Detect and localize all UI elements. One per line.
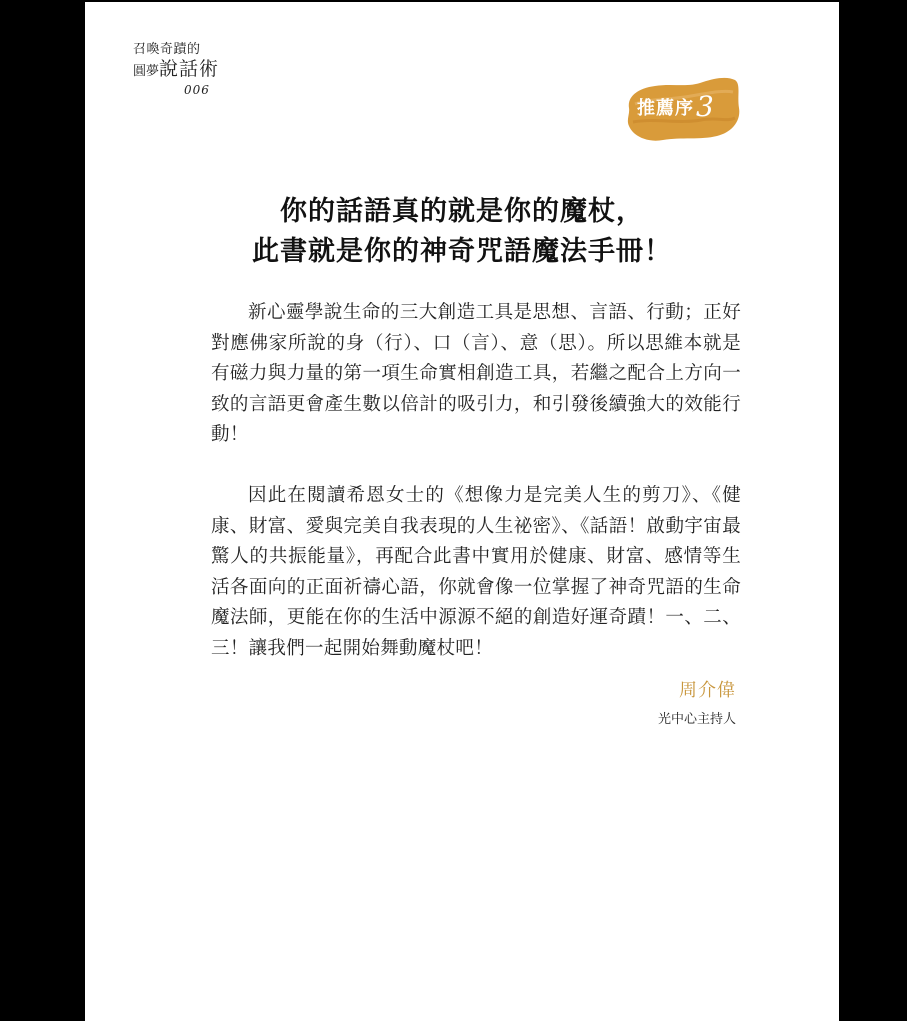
badge-number: 3 xyxy=(696,90,715,123)
badge-label xyxy=(637,90,715,123)
signature xyxy=(658,677,736,731)
headline-line-2: 此書就是你的神奇咒語魔法手冊！ xyxy=(252,236,672,267)
header-title-small: 圓夢 xyxy=(133,64,160,79)
running-header xyxy=(133,42,219,97)
paragraph-2: 因此在閱讀希恩女士的《想像力是完美人生的剪刀》、《健康、財富、愛與完美自我表現的人生祕密》、《話語！啟動宇宙最驚人的共振能量》，再配合此書中實用於健康、財富、感情等生活各面向的正面祈禱心語，你就會像一位掌握了神奇咒語的生命魔法師，更能在你的生活中源源不絕的創造好運奇蹟！一、二、三！讓我們一起開始舞動魔杖吧！ xyxy=(211,484,741,659)
page-number: 006 xyxy=(184,83,210,97)
paragraph-1: 新心靈學說生命的三大創造工具是思想、言語、行動；正好對應佛家所說的身（行）、口（言）、意（思）。所以思維本就是有磁力與力量的第一項生命實相創造工具，若繼之配合上方向一致的言語更會產生數以倍計的吸引力，和引發後續強大的效能行動！ xyxy=(211,302,741,446)
header-title xyxy=(133,58,219,83)
preface-badge xyxy=(621,74,743,144)
header-title-large: 說話術 xyxy=(159,58,220,80)
author-role: 光中心主持人 xyxy=(657,712,736,727)
headline xyxy=(85,192,839,272)
header-series: 召喚奇蹟的 xyxy=(133,42,201,57)
body-text xyxy=(211,298,741,695)
author-name: 周介偉 xyxy=(679,680,736,701)
book-page xyxy=(85,2,839,1021)
badge-text: 推薦序 xyxy=(637,98,694,119)
headline-line-1: 你的話語真的就是你的魔杖， xyxy=(280,196,644,227)
